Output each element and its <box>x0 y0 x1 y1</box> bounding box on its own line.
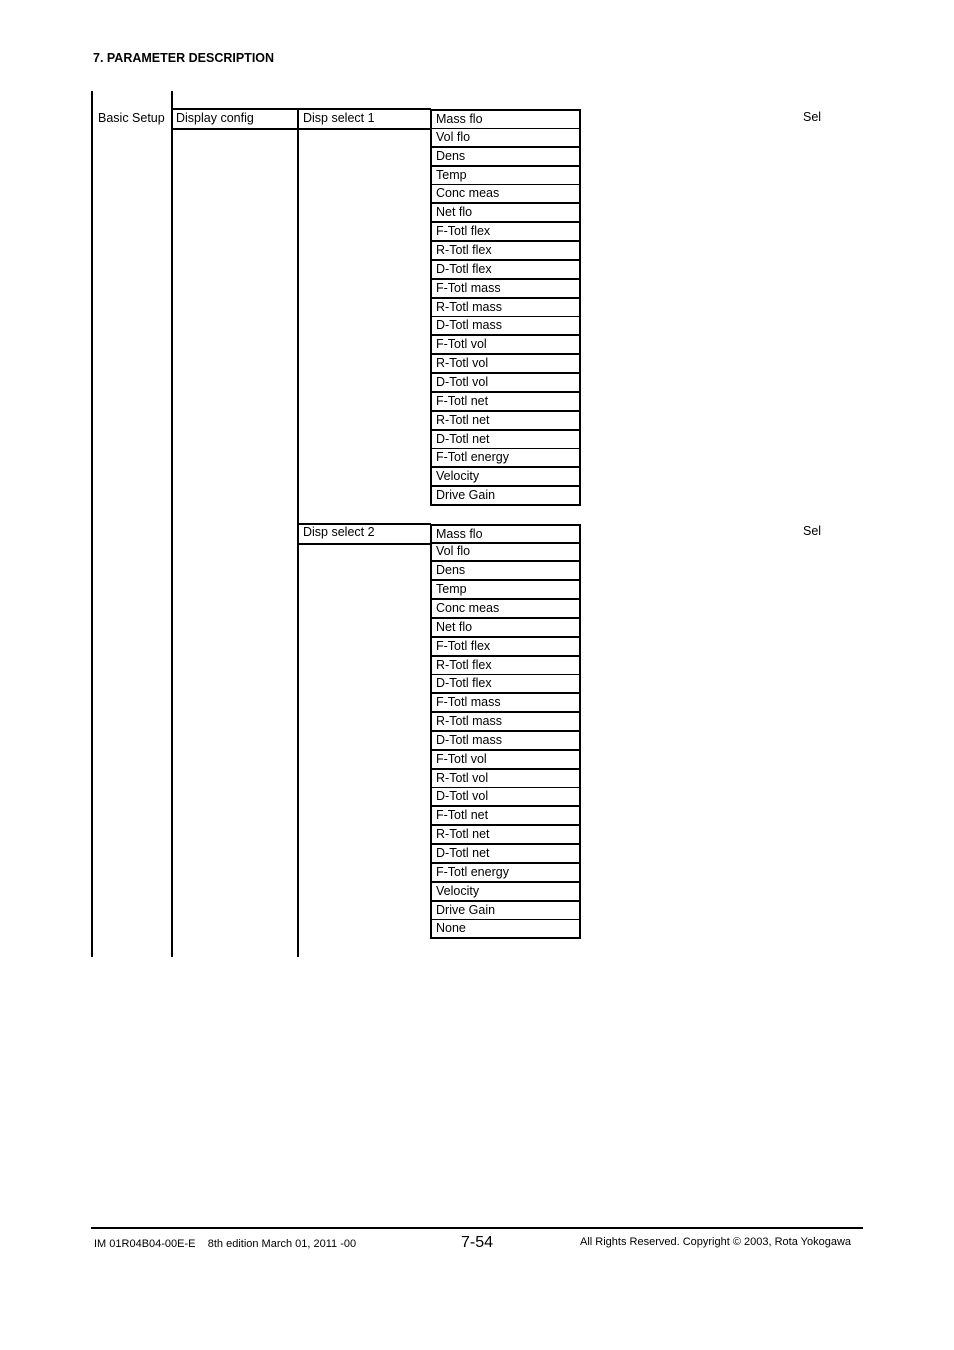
option-item: R-Totl mass <box>430 298 581 317</box>
option-item: Temp <box>430 166 581 185</box>
menu-label-display-config: Display config <box>176 111 254 125</box>
option-item: R-Totl vol <box>430 354 581 373</box>
selection-note-2: Sel <box>803 524 822 538</box>
option-item: D-Totl net <box>430 430 581 449</box>
footer-doc-id: IM 01R04B04-00E-E <box>94 1238 196 1250</box>
option-item: Net flo <box>430 618 581 637</box>
disp-select-2-bottom-rule <box>297 543 431 545</box>
option-item: Mass flo <box>430 524 581 544</box>
option-item: Drive Gain <box>430 486 581 506</box>
tree-rule-level3 <box>297 109 299 957</box>
option-item: F-Totl energy <box>430 863 581 882</box>
option-item: F-Totl vol <box>430 335 581 354</box>
option-item: D-Totl flex <box>430 674 581 693</box>
footer-doc-info <box>94 1238 356 1250</box>
option-item: R-Totl flex <box>430 656 581 675</box>
menu-label-basic-setup: Basic Setup <box>98 111 165 125</box>
menu-label-disp-select-1: Disp select 1 <box>303 111 375 125</box>
footer-edition: 8th edition March 01, 2011 -00 <box>207 1238 357 1250</box>
option-item: D-Totl flex <box>430 260 581 279</box>
option-item: R-Totl net <box>430 825 581 844</box>
option-item: Net flo <box>430 203 581 222</box>
option-item: D-Totl mass <box>430 731 581 750</box>
option-item: Dens <box>430 561 581 580</box>
footer-copyright: All Rights Reserved. Copyright © 2003, Rota Yokogawa <box>580 1236 852 1248</box>
option-item: Vol flo <box>430 128 581 147</box>
option-item: F-Totl mass <box>430 279 581 298</box>
disp-select-1-bottom-rule <box>297 128 431 130</box>
option-item: None <box>430 919 581 939</box>
option-item: Dens <box>430 147 581 166</box>
option-item: D-Totl vol <box>430 373 581 392</box>
footer-page-number: 7-54 <box>461 1234 494 1251</box>
option-item: D-Totl net <box>430 844 581 863</box>
tree-rule-level2 <box>171 91 173 957</box>
display-config-bottom-rule <box>171 128 299 130</box>
option-item: F-Totl vol <box>430 750 581 769</box>
option-item: F-Totl flex <box>430 222 581 241</box>
option-item: D-Totl vol <box>430 787 581 806</box>
menu-label-disp-select-2: Disp select 2 <box>303 525 375 539</box>
option-item: F-Totl energy <box>430 448 581 467</box>
selection-note-1: Sel <box>803 110 822 124</box>
option-item: Conc meas <box>430 599 581 618</box>
option-item: F-Totl net <box>430 806 581 825</box>
option-item: R-Totl mass <box>430 712 581 731</box>
option-item: Velocity <box>430 467 581 486</box>
option-item: Conc meas <box>430 184 581 203</box>
option-item: Vol flo <box>430 542 581 561</box>
option-item: Drive Gain <box>430 901 581 920</box>
option-item: R-Totl net <box>430 411 581 430</box>
option-item: R-Totl vol <box>430 769 581 788</box>
option-item: Mass flo <box>430 109 581 129</box>
section-heading: 7. PARAMETER DESCRIPTION <box>93 51 275 65</box>
option-item: F-Totl net <box>430 392 581 411</box>
footer-rule <box>91 1227 863 1229</box>
option-item: D-Totl mass <box>430 316 581 335</box>
tree-rule-level1 <box>91 91 93 957</box>
option-item: Temp <box>430 580 581 599</box>
option-item: F-Totl mass <box>430 693 581 712</box>
option-item: R-Totl flex <box>430 241 581 260</box>
option-item: F-Totl flex <box>430 637 581 656</box>
option-item: Velocity <box>430 882 581 901</box>
